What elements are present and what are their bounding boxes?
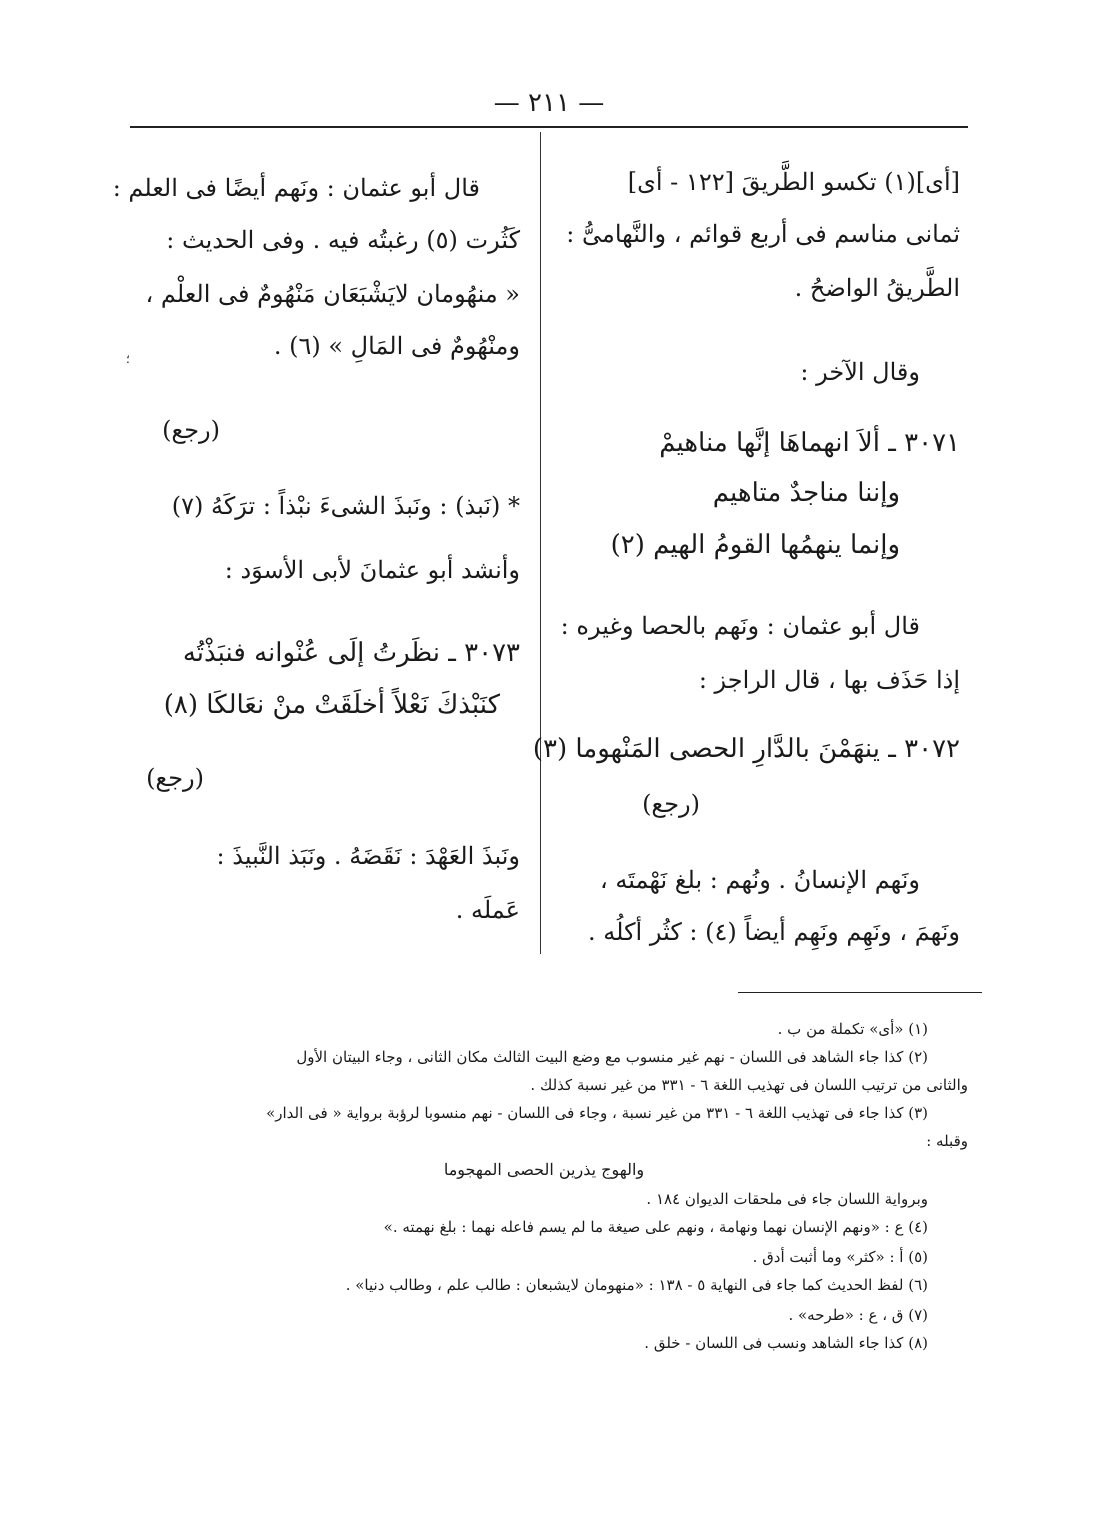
- text-line: ونَبذَ العَهْدَ : نَقَضَهُ . ونَبَذ النَّبيذَ :: [216, 842, 520, 870]
- text-line: [أى](١) تكسو الطَّريقَ [١٢٢ - أى]: [627, 168, 960, 196]
- text-line: وأنشد أبو عثمانَ لأبى الأسوَد :: [224, 556, 520, 584]
- verse-line: وإنما ينهمُها القومُ الهيم (٢): [610, 530, 900, 560]
- verse-line: كنَبْذكَ نَعْلاً أخلَقَتْ منْ نعَالكَا (٨): [163, 690, 500, 720]
- verse-line: ٣٠٧١ ـ ألاَ انهماهَا إنَّها مناهيمْ: [659, 428, 960, 458]
- footnote: (٦) لفظ الحديث كما جاء فى النهاية ٥ - ١٣٨ : «منهومان لايشبعان : طالب علم ، وطالب دنيا» .: [345, 1276, 928, 1294]
- verse-line: ٣٠٧٣ ـ نظَرتُ إلَى عُنْوانه فنبَذْتُه: [182, 638, 520, 668]
- footnote: وقبله :: [926, 1132, 968, 1150]
- page-number: — ٢١١ —: [493, 88, 605, 118]
- column-divider: [540, 132, 541, 954]
- return-marker: (رجع): [162, 416, 220, 444]
- footnote: (١) «أى» تكملة من ب .: [777, 1020, 928, 1038]
- footnote: والثانى من ترتيب اللسان فى تهذيب اللغة ٦ - ٣٣١ من غير نسبة كذلك .: [530, 1076, 968, 1094]
- text-line: ثمانى مناسم فى أربع قوائم ، والنَّهامىُّ :: [566, 220, 960, 248]
- verse-line: وإننا مناجدٌ متاهيم: [712, 478, 900, 508]
- text-line: إذا حَذَف بها ، قال الراجز :: [698, 666, 960, 694]
- verse-line: ٣٠٧٢ ـ ينهَمْنَ بالدَّارِ الحصى المَنْهوما (٣): [532, 734, 960, 764]
- text-line: ونَهمَ ، ونَهِم ونَهِم أيضاً (٤) : كثُر أكلُه .: [588, 918, 960, 946]
- text-line: ونَهم الإنسانُ . ونُهم : بلغ نَهْمتَه ،: [600, 866, 920, 894]
- text-line: وقال الآخر :: [800, 358, 920, 386]
- footnote: (٥) أ : «كثر» وما أثبت أدق .: [752, 1248, 928, 1266]
- margin-mark: ؛: [126, 352, 130, 366]
- return-marker: (رجع): [146, 764, 204, 792]
- text-line: « منهُومان لايَشْبَعَان مَنْهُومٌ فى العلْم ،: [145, 280, 520, 308]
- text-line: ومنْهُومٌ فى المَالِ » (٦) .: [273, 332, 520, 360]
- footnotes-rule: [738, 992, 982, 993]
- header-rule: [130, 126, 968, 128]
- footnote: (٣) كذا جاء فى تهذيب اللغة ٦ - ٣٣١ من غير نسبة ، وجاء فى اللسان - نهم منسوبا لرؤبة برواية « فى الدار»: [266, 1104, 928, 1122]
- footnote: (٧) ق ، ع : «طرحه» .: [788, 1306, 928, 1324]
- entry-heading: * (نَبذ) : ونَبذَ الشىءَ نبْذاً : ترَكَهُ (٧): [171, 492, 520, 520]
- footnote: (٢) كذا جاء الشاهد فى اللسان - نهم غير منسوب مع وضع البيت الثالث مكان الثانى ، وجاء البيتان الأول: [296, 1048, 928, 1066]
- text-line: قال أبو عثمان : ونَهم أيضًا فى العلم :: [112, 174, 480, 202]
- text-line: قال أبو عثمان : ونَهم بالحصا وغيره :: [560, 612, 920, 640]
- footnote: وبرواية اللسان جاء فى ملحقات الديوان ١٨٤ .: [646, 1190, 928, 1208]
- return-marker: (رجع): [642, 790, 700, 818]
- text-line: كَثُرت (٥) رغبتُه فيه . وفى الحديث :: [166, 226, 520, 254]
- text-line: الطَّريقُ الواضحُ .: [794, 274, 960, 302]
- footnote-verse: والهوج يذرين الحصى المهجوما: [443, 1160, 645, 1179]
- text-line: عَملَه .: [455, 896, 520, 924]
- footnote: (٤) ع : «ونهم الإنسان نهما ونهامة ، ونهم على صيغة ما لم يسم فاعله نهما : بلغ نهمته .»: [383, 1218, 928, 1236]
- footnote: (٨) كذا جاء الشاهد ونسب فى اللسان - خلق .: [644, 1334, 928, 1352]
